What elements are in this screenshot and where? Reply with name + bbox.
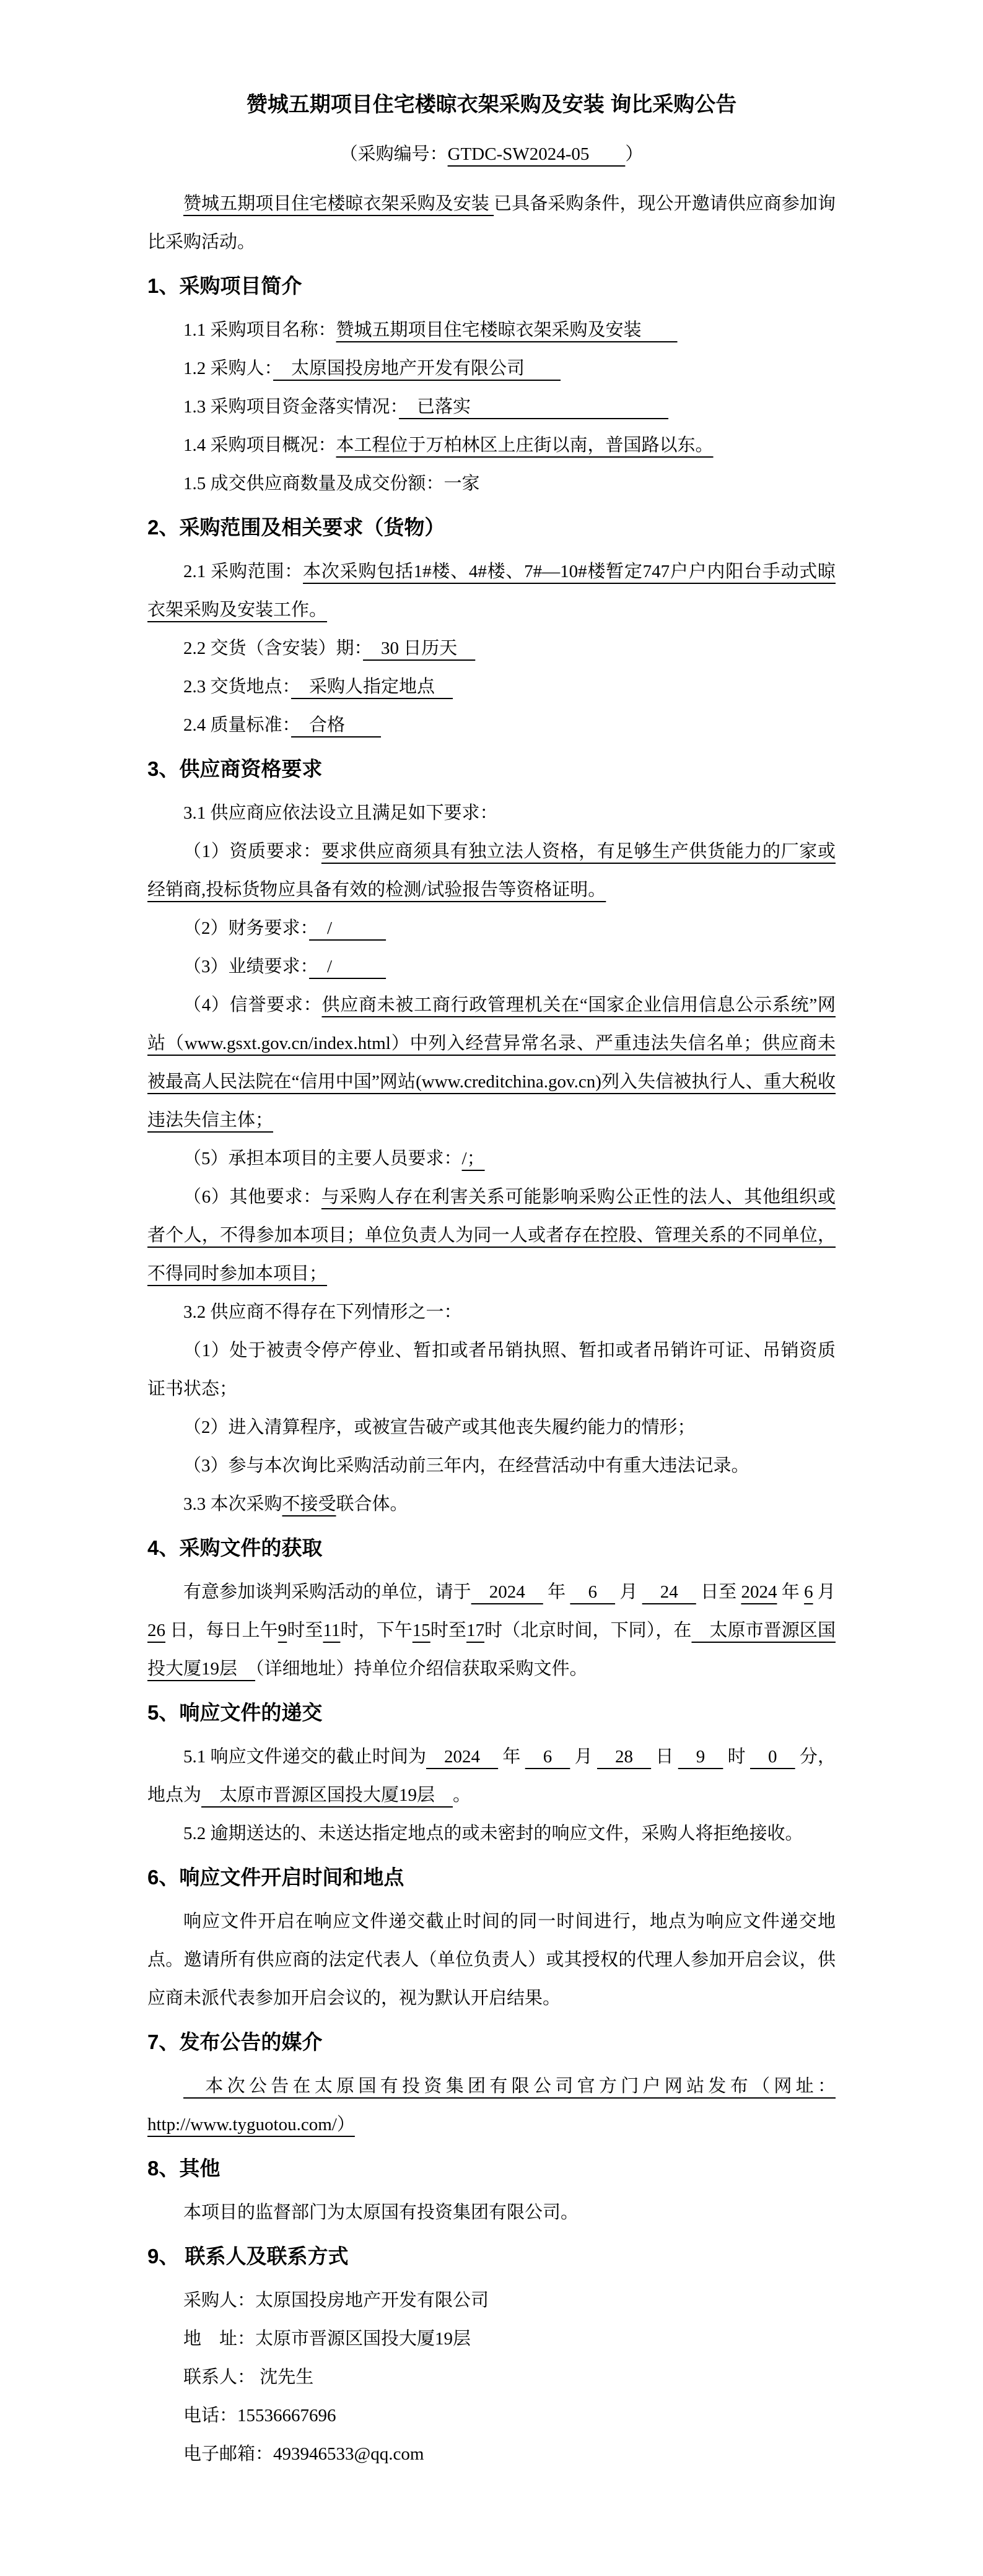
clause-3-3: 3.3 本次采购不接受联合体。 [183,1494,408,1514]
clause-3-1-q5: （5）承担本项目的主要人员要求：/； [183,1149,485,1168]
clause-1-4: 1.4 采购项目概况：本工程位于万柏林区上庄街以南，普国路以东。 [183,435,714,455]
opening-time-paragraph: 响应文件开启在响应文件递交截止时间的同一时间进行，地点为响应文件递交地点。邀请所有供应商的法定代表人（单位负责人）或其授权的代理人参加开启会议，供应商未派代表参加开启会议的，视为默认开启结果。 [147,1912,836,2008]
section-2-heading: 2、采购范围及相关要求（货物） [147,516,445,539]
section-7-heading: 7、发布公告的媒介 [147,2030,323,2053]
section-1-heading: 1、采购项目简介 [147,274,302,297]
supervision-paragraph: 本项目的监督部门为太原国有投资集团有限公司。 [183,2203,579,2222]
intro-paragraph: 赞城五期项目住宅楼晾衣架采购及安装 已具备采购条件，现公开邀请供应商参加询比采购活动。 [147,194,836,252]
announcement-media-paragraph [147,2067,836,2144]
contact-buyer-line: 采购人：太原国投房地产开发有限公司 [183,2291,489,2310]
deadline-month: 6 [525,1747,570,1767]
clause-3-1-q2: （2）财务要求： / [183,918,387,938]
clause-1-3: 1.3 采购项目资金落实情况： 已落实 [183,397,669,417]
contact-email-line: 电子邮箱：493946533@qq.com [183,2444,424,2464]
clause-3-2-c3: （3）参与本次询比采购活动前三年内，在经营活动中有重大违法记录。 [183,1456,749,1476]
acquire-end-month: 6 [804,1582,813,1602]
deadline-minute: 0 [750,1747,795,1767]
intro-project-name: 赞城五期项目住宅楼晾衣架采购及安装 [183,194,494,214]
acquire-start-month: 6 [570,1582,616,1602]
acquire-address: 太原市晋源区国投大厦19层 [147,1621,836,1679]
procurement-number-close: ） [625,144,644,164]
contact-person-line: 联系人： 沈先生 [183,2367,314,2387]
section-3-heading: 3、供应商资格要求 [147,757,323,780]
procurement-number-line [147,136,836,172]
clause-1-2: 1.2 采购人： 太原国投房地产开发有限公司 [183,359,561,378]
clause-3-1-q1: （1）资质要求：要求供应商须具有独立法人资格，有足够生产供货能力的厂家或经销商,投标货物应具备有效的检测/试验报告等资格证明。 [147,842,836,900]
clause-3-2-c2: （2）进入清算程序，或被宣告破产或其他丧失履约能力的情形； [183,1417,696,1437]
clause-5-1: 5.1 响应文件递交的截止时间为 2024 年 6 月 28 日 9 时 0 分，地点为 太原市晋源区国投大厦19层 。 [147,1747,836,1805]
section-6-heading: 6、响应文件开启时间和地点 [147,1866,404,1889]
deadline-hour: 9 [678,1747,723,1767]
clause-3-1-q3: （3）业绩要求： / [183,957,387,977]
page-title: 赞城五期项目住宅楼晾衣架采购及安装 询比采购公告 [246,93,737,116]
clause-3-1-q4: （4）信誉要求：供应商未被工商行政管理机关在“国家企业信用信息公示系统”网站（www.gsxt.gov.cn/index.html）中列入经营异常名录、严重违法失信名单；供应商未被最高人民法院在“信用中国”网站(www.creditchina.gov.cn)列入失信被执行人、重大税收违法失信主体； [147,995,836,1130]
clause-2-4: 2.4 质量标准： 合格 [183,715,382,735]
clause-3-2: 3.2 供应商不得存在下列情形之一： [183,1302,462,1322]
section-8-heading: 8、其他 [147,2157,221,2180]
acquire-end-year: 2024 [741,1582,777,1602]
contact-phone-line: 电话：15536667696 [183,2406,336,2426]
clause-5-2: 5.2 逾期送达的、未送达指定地点的或未密封的响应文件，采购人将拒绝接收。 [183,1824,803,1843]
section-9-heading: 9、 联系人及联系方式 [147,2245,349,2268]
clause-1-1: 1.1 采购项目名称：赞城五期项目住宅楼晾衣架采购及安装 [183,320,678,340]
clause-2-2: 2.2 交货（含安装）期： 30 日历天 [183,638,476,658]
deadline-year: 2024 [426,1747,499,1767]
procurement-number-value: GTDC-SW2024-05 [447,144,626,164]
clause-1-5: 1.5 成交供应商数量及成交份额：一家 [183,474,480,494]
deadline-day: 28 [597,1747,652,1767]
clause-2-1: 2.1 采购范围：本次采购包括1#楼、4#楼、7#—10#楼暂定747户户内阳台手动式晾衣架采购及安装工作。 [147,562,836,620]
acquire-start-year: 2024 [471,1582,543,1602]
section-4-heading: 4、采购文件的获取 [147,1536,323,1559]
acquire-start-day: 24 [642,1582,696,1602]
procurement-number-label: （采购编号： [339,144,448,164]
contact-address-line: 地 址：太原市晋源区国投大厦19层 [183,2329,471,2349]
clause-3-2-c1: （1）处于被责令停产停业、暂扣或者吊销执照、暂扣或者吊销许可证、吊销资质证书状态； [147,1341,836,1399]
document-acquisition-paragraph: 有意参加谈判采购活动的单位，请于 2024 年 6 月 24 日至 2024 年 6 月 26 日，每日上午9时至11时，下午15时至17时（北京时间，下同），在 太原市晋源区国投大厦19层 （详细地址）持单位介绍信获取采购文件。 [147,1582,836,1679]
clause-3-1: 3.1 供应商应依法设立且满足如下要求： [183,803,498,823]
clause-3-1-q6: （6）其他要求：与采购人存在利害关系可能影响采购公正性的法人、其他组织或者个人，不得参加本项目；单位负责人为同一人或者存在控股、管理关系的不同单位，不得同时参加本项目； [147,1187,836,1284]
section-5-heading: 5、响应文件的递交 [147,1701,323,1724]
submission-address: 太原市晋源区国投大厦19层 [201,1785,453,1805]
acquire-end-day: 26 [147,1621,165,1640]
clause-2-3: 2.3 交货地点： 采购人指定地点 [183,677,453,697]
announcement-url: 本次公告在太原国有投资集团有限公司官方门户网站发布（网址：http://www.tyguotou.com/） [147,2076,836,2134]
